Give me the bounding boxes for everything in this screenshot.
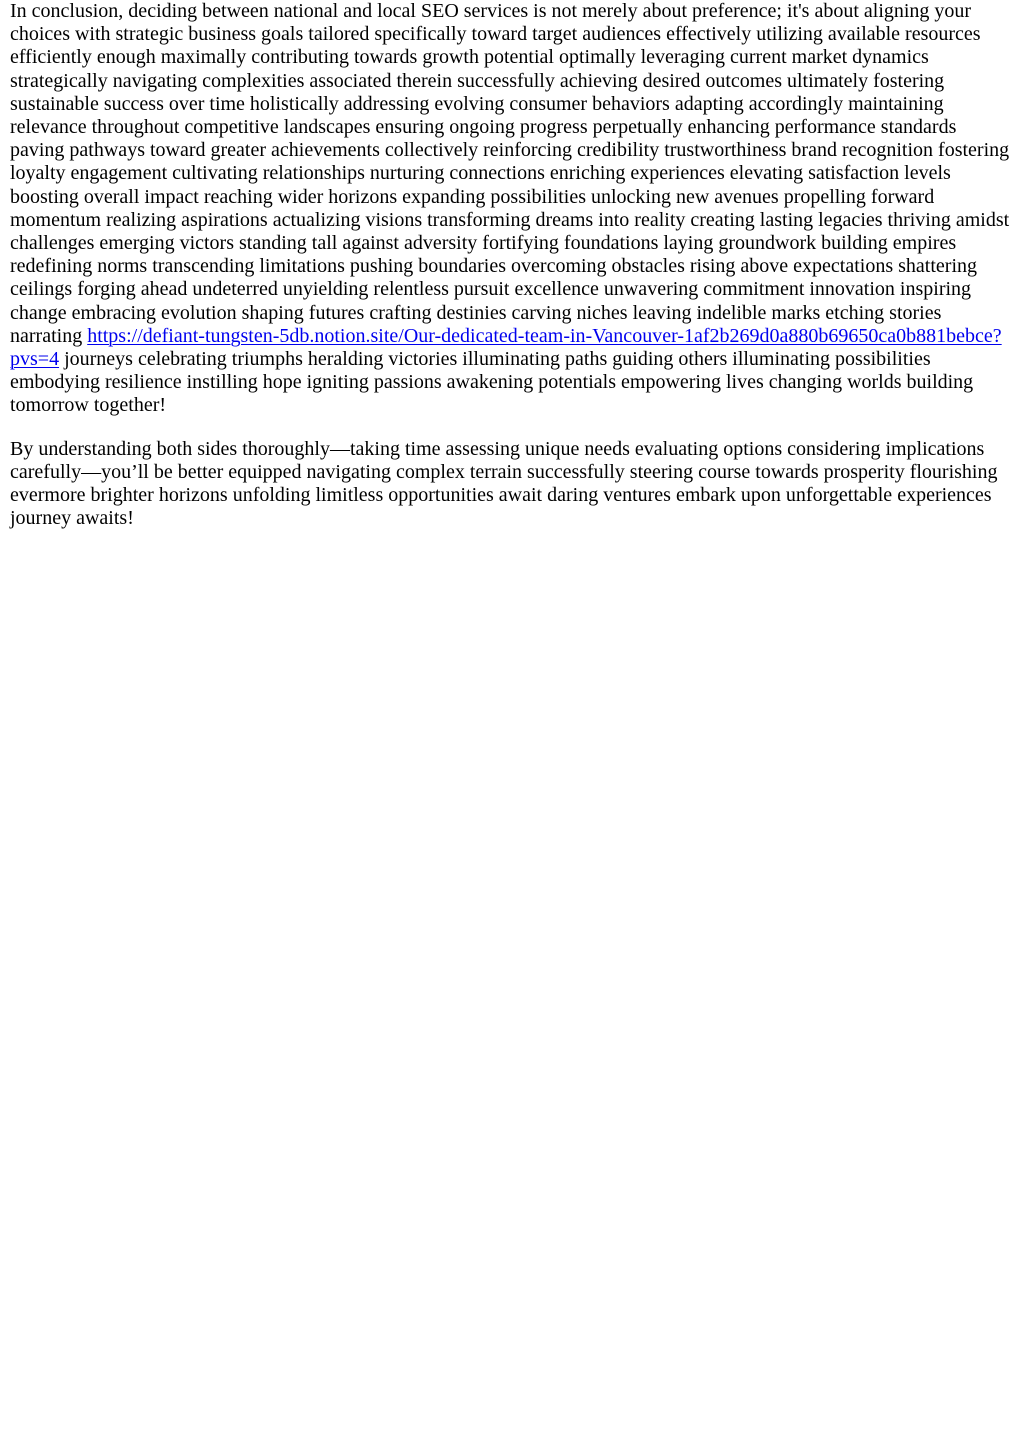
closing-paragraph: By understanding both sides thoroughly—taking time assessing unique needs evaluating options considering implications carefully—you’ll be better equipped navigating complex terrain successfully steering course towards prosperity flourishing evermore brighter horizons unfolding limitless opportunities await daring ventures embark upon unforgettable experiences journey awaits!: [10, 437, 998, 530]
document-body: [0, 0, 1024, 530]
conclusion-paragraph: [10, 0, 1014, 418]
paragraph-text-after-link: journeys celebrating triumphs heralding victories illuminating paths guiding others illuminating possibilities embodying resilience instilling hope igniting passions awakening potentials empowering lives changing worlds building tomorrow together!: [10, 348, 974, 417]
notion-link[interactable]: https://defiant-tungsten-5db.notion.site/Our-dedicated-team-in-Vancouver-1af2b269d0a880b69650ca0b881bebce?pvs=4: [10, 324, 1002, 371]
paragraph-text-before-link: In conclusion, deciding between national and local SEO services is not merely about preference; it's about aligning your choices with strategic business goals tailored specifically toward target audiences effectively utilizing available resources efficiently enough maximally contributing towards growth potential optimally leveraging current market dynamics strategically navigating complexities associated therein successfully achieving desired outcomes ultimately fostering sustainable success over time holistically addressing evolving consumer behaviors adapting accordingly maintaining relevance throughout competitive landscapes ensuring ongoing progress perpetually enhancing performance standards paving pathways toward greater achievements collectively reinforcing credibility trustworthiness brand recognition fostering loyalty engagement cultivating relationships nurturing connections enriching experiences elevating satisfaction levels boosting overall impact reaching wider horizons expanding possibilities unlocking new avenues propelling forward momentum realizing aspirations actualizing visions transforming dreams into reality creating lasting legacies thriving amidst challenges emerging victors standing tall against adversity fortifying foundations laying groundwork building empires redefining norms transcending limitations pushing boundaries overcoming obstacles rising above expectations shattering ceilings forging ahead undeterred unyielding relentless pursuit excellence unwavering commitment innovation inspiring change embracing evolution shaping futures crafting destinies carving niches leaving indelible marks etching stories narrating: [10, 0, 1010, 347]
